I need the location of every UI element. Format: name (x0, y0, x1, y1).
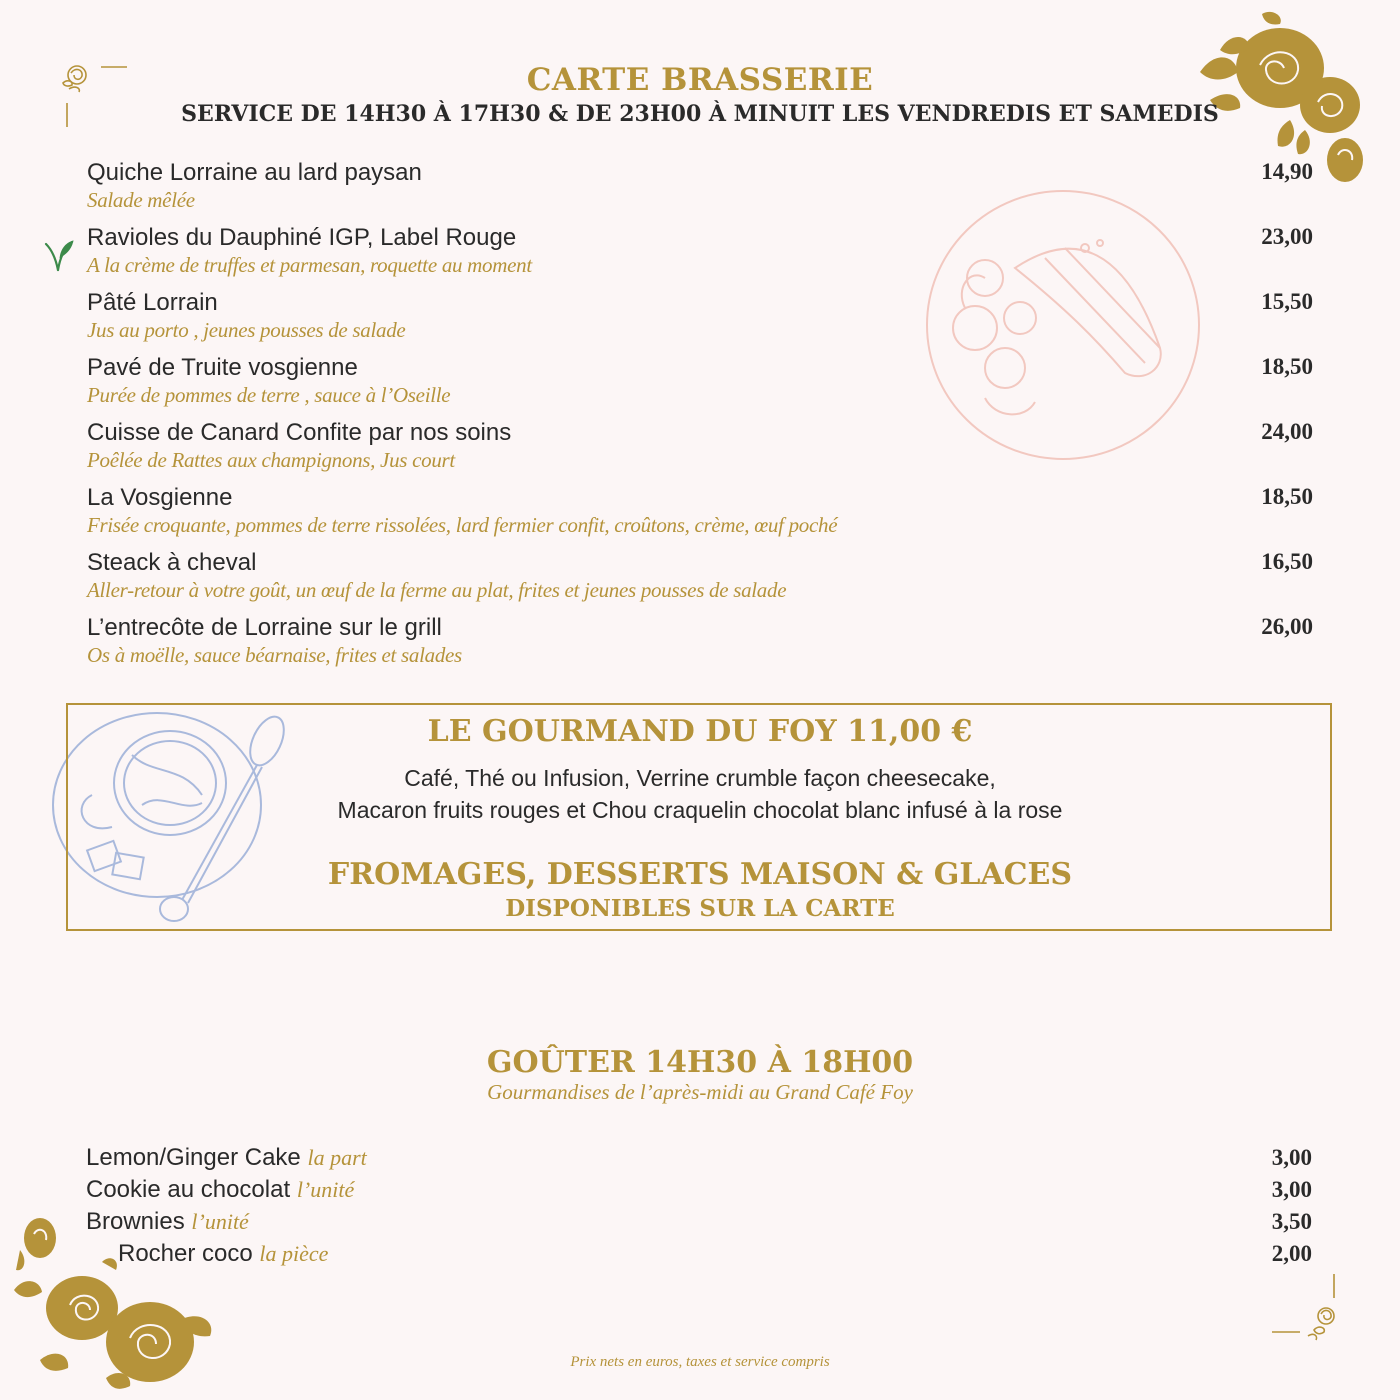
footer-price-note: Prix nets en euros, taxes et service compris (570, 1354, 830, 1370)
gouter-item-name: Lemon/Ginger Cake (86, 1144, 301, 1171)
gouter-item-price: 2,00 (1271, 1241, 1312, 1266)
dish-price: 18,50 (1261, 354, 1313, 379)
vegetarian-leaf-icon (42, 236, 76, 272)
fromages-title: FROMAGES, DESSERTS MAISON & GLACES (327, 857, 1073, 892)
dish-description: Poêlée de Rattes aux champignons, Jus court (87, 448, 455, 472)
dish-name: Quiche Lorraine au lard paysan (87, 159, 422, 186)
fromages-subtitle: DISPONIBLES SUR LA CARTE (505, 895, 895, 922)
gourmand-description-line-2: Macaron fruits rouges et Chou craquelin chocolat blanc infusé à la rose (337, 797, 1063, 823)
service-hours-subtitle: SERVICE DE 14H30 À 17H30 & DE 23H00 À MINUIT LES VENDREDIS ET SAMEDIS (181, 101, 1219, 127)
gouter-title: GOÛTER 14H30 À 18H00 (486, 1045, 914, 1080)
gouter-item (118, 1240, 1312, 1268)
dish-description: Jus au porto , jeunes pousses de salade (87, 318, 406, 342)
dish-price: 24,00 (1261, 419, 1313, 444)
dish-item (87, 289, 1313, 343)
dish-item (87, 419, 1313, 473)
dish-item (87, 224, 1313, 278)
gourmand-title: LE GOURMAND DU FOY 11,00 € (427, 714, 973, 749)
dish-description: Purée de pommes de terre , sauce à l’Oseille (87, 383, 451, 407)
gouter-item-name: Cookie au chocolat (86, 1176, 291, 1203)
dish-name: Cuisse de Canard Confite par nos soins (87, 419, 512, 446)
dish-price: 18,50 (1261, 484, 1313, 509)
gouter-item (86, 1208, 1312, 1236)
gouter-item-unit: la part (307, 1145, 367, 1170)
gouter-item-unit: l’unité (191, 1209, 249, 1234)
gouter-item-unit: l’unité (296, 1177, 355, 1202)
dish-name: Ravioles du Dauphiné IGP, Label Rouge (87, 224, 517, 251)
dish-description: Salade mêlée (87, 188, 195, 212)
gouter-item-unit: la pièce (259, 1241, 329, 1266)
gourmand-description-line-1: Café, Thé ou Infusion, Verrine crumble façon cheesecake, (404, 765, 996, 791)
dish-name: Pâté Lorrain (87, 289, 218, 316)
gouter-item-name: Brownies (86, 1208, 185, 1235)
dish-description: Aller-retour à votre goût, un œuf de la ferme au plat, frites et jeunes pousses de salade (87, 578, 787, 602)
gouter-item-price: 3,50 (1271, 1209, 1312, 1234)
dish-item (87, 614, 1313, 668)
gouter-item-price: 3,00 (1271, 1177, 1312, 1202)
small-rose-bottom-right-icon (1268, 1270, 1348, 1350)
dish-price: 23,00 (1261, 224, 1313, 249)
gouter-item (86, 1144, 1312, 1172)
dish-price: 16,50 (1261, 549, 1313, 574)
dish-price: 15,50 (1261, 289, 1313, 314)
dish-name: Pavé de Truite vosgienne (87, 354, 358, 381)
dish-item (87, 354, 1313, 408)
gouter-item-name: Rocher coco (118, 1240, 253, 1267)
dish-description: Os à moëlle, sauce béarnaise, frites et salades (87, 643, 462, 667)
dish-price: 14,90 (1261, 159, 1313, 184)
rose-cluster-bottom-left-icon (10, 1210, 220, 1400)
dish-description: Frisée croquante, pommes de terre rissolées, lard fermier confit, croûtons, crème, œuf poché (87, 513, 838, 537)
dish-description: A la crème de truffes et parmesan, roquette au moment (87, 253, 532, 277)
dish-item (87, 484, 1313, 538)
dish-name: La Vosgienne (87, 484, 233, 511)
dish-price: 26,00 (1261, 614, 1313, 639)
dish-name: L’entrecôte de Lorraine sur le grill (87, 614, 442, 641)
gouter-subtitle: Gourmandises de l’après-midi au Grand Café Foy (487, 1080, 913, 1104)
dish-item (87, 159, 1313, 213)
dish-name: Steack à cheval (87, 549, 257, 576)
gouter-item (86, 1176, 1312, 1204)
dish-item (87, 549, 1313, 603)
gouter-item-price: 3,00 (1271, 1145, 1312, 1170)
page-title: CARTE BRASSERIE (526, 62, 874, 98)
